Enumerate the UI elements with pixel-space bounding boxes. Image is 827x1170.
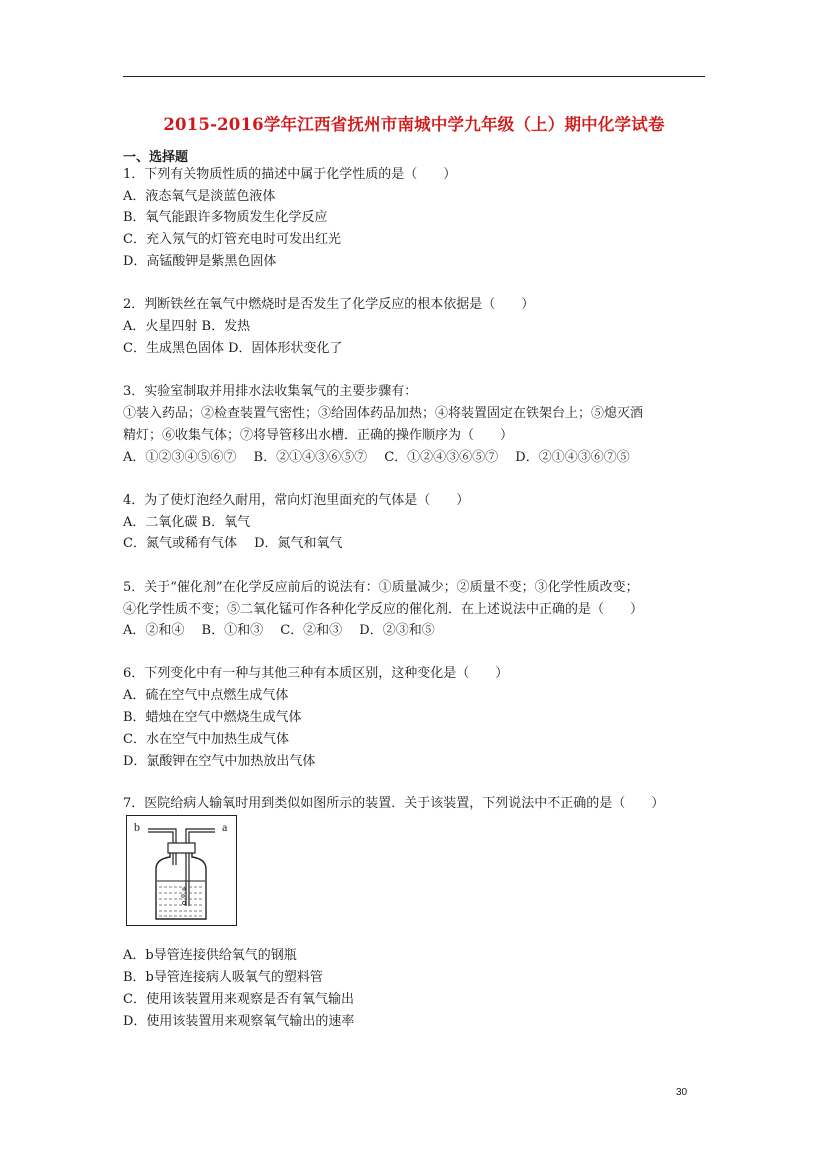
question-6-option-c: C．水在空气中加热生成气体: [123, 732, 289, 747]
question-3-steps-1: ①装入药品；②检查装置气密性；③给固体药品加热；④将装置固定在铁架台上；⑤熄灭酒: [123, 406, 644, 421]
question-6-stem: 6．下列变化中有一种与其他三种有本质区别，这种变化是（ ）: [123, 666, 509, 681]
question-7-option-c: C．使用该装置用来观察是否有氧气输出: [123, 992, 354, 1007]
question-1-option-b: B．氧气能跟许多物质发生化学反应: [123, 210, 328, 225]
header-rule: [123, 76, 705, 77]
question-5-options: A．②和④ B．①和③ C．②和③ D．②③和⑤: [123, 623, 435, 638]
question-2-options-ab: A．火星四射 B．发热: [123, 319, 251, 334]
question-7-option-d: D．使用该装置用来观察氧气输出的速率: [123, 1014, 355, 1029]
question-6-option-d: D．氯酸钾在空气中加热放出气体: [123, 754, 316, 769]
question-3-stem: 3．实验室制取并用排水法收集氧气的主要步骤有：: [123, 384, 418, 399]
question-4-stem: 4．为了使灯泡经久耐用，常向灯泡里面充的气体是（ ）: [123, 493, 470, 508]
question-1-option-a: A．液态氧气是淡蓝色液体: [123, 189, 276, 204]
question-3-options: A．①②③④⑤⑥⑦ B．②①④③⑥⑤⑦ C．①②④③⑥⑤⑦ D．②①④③⑥⑦⑤: [123, 450, 630, 465]
question-6-option-b: B．蜡烛在空气中燃烧生成气体: [123, 710, 302, 725]
exam-title: 2015-2016学年江西省抚州市南城中学九年级（上）期中化学试卷: [163, 115, 665, 134]
question-1-option-c: C．充入氖气的灯管充电时可发出红光: [123, 232, 341, 247]
question-1-option-d: D．高锰酸钾是紫黑色固体: [123, 254, 277, 269]
question-6-option-a: A．硫在空气中点燃生成气体: [123, 688, 289, 703]
question-2-options-cd: C．生成黑色固体 D．固体形状变化了: [123, 341, 343, 356]
question-7-stem: 7．医院给病人输氧时用到类似如图所示的装置．关于该装置，下列说法中不正确的是（ ）: [123, 796, 665, 811]
question-3-steps-2: 精灯；⑥收集气体；⑦将导管移出水槽．正确的操作顺序为（ ）: [123, 428, 514, 443]
question-4-options-cd: C．氮气或稀有气体 D．氮气和氧气: [123, 536, 343, 551]
question-5-stem-1: 5．关于“催化剂”在化学反应前后的说法有：①质量减少；②质量不变；③化学性质改变；: [123, 580, 639, 595]
question-7-option-b: B．b导管连接病人吸氧气的塑料管: [123, 970, 323, 985]
page-number: 30: [676, 1087, 688, 1098]
question-2-stem: 2．判断铁丝在氧气中燃烧时是否发生了化学反应的根本依据是（ ）: [123, 297, 535, 312]
question-1-stem: 1．下列有关物质性质的描述中属于化学性质的是（ ）: [123, 167, 457, 182]
question-7-option-a: A．b导管连接供给氧气的钢瓶: [123, 948, 297, 963]
section-heading: 一、选择题: [123, 150, 189, 165]
question-4-options-ab: A．二氧化碳 B．氧气: [123, 515, 251, 530]
figure-label-b: b: [134, 820, 140, 834]
question-5-stem-2: ④化学性质不变；⑤二氧化锰可作各种化学反应的催化剂．在上述说法中正确的是（ ）: [123, 602, 644, 617]
stopper: [168, 843, 195, 853]
gas-washing-bottle-figure: [126, 815, 237, 926]
figure-label-a: a: [222, 820, 228, 834]
